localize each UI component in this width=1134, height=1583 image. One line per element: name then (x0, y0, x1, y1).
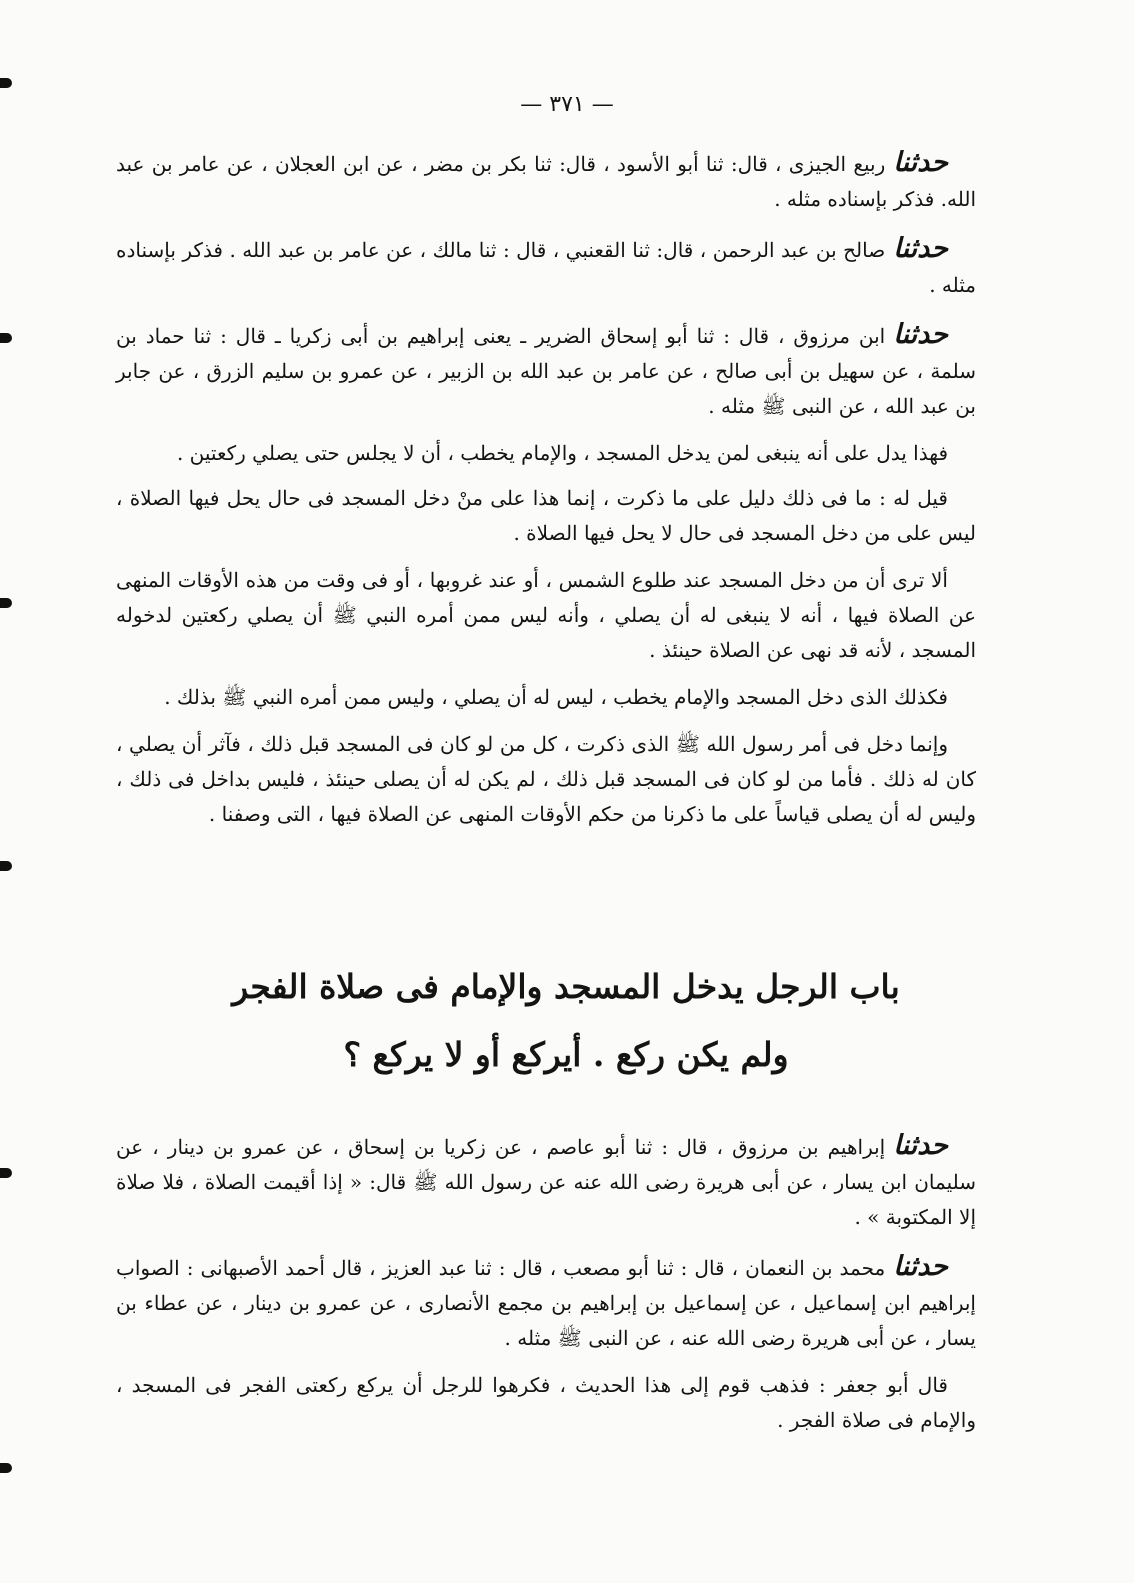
paragraph (116, 145, 976, 217)
text-block-bottom (116, 1128, 976, 1438)
paragraph (116, 1249, 976, 1356)
narration-opener: حدثنا (893, 147, 948, 178)
paragraph (116, 317, 976, 424)
narration-opener: حدثنا (893, 233, 948, 264)
text-block-top (116, 145, 976, 832)
chapter-title-line2: ولم يكن ركع . أيركع أو لا يركع ؟ (343, 1035, 789, 1074)
paragraph-text: ألا ترى أن من دخل المسجد عند طلوع الشمس ، أو عند غروبها ، أو فى وقت من هذه الأوقات المنهى عن الصلاة فيها ، أنه لا ينبغى له أن يصلي ، وأنه ليس ممن أمره النبي ﷺ أن يصلي ركعتين لدخوله المسجد ، لأنه قد نهى عن الصلاة حينئذ . (116, 568, 976, 662)
paragraph (116, 727, 976, 832)
paragraph-text: ربيع الجيزى ، قال: ثنا أبو الأسود ، قال: ثنا بكر بن مضر ، عن ابن العجلان ، عن عامر بن عبد الله. فذكر بإسناده مثله . (116, 152, 976, 211)
paragraph-text: وإنما دخل فى أمر رسول الله ﷺ الذى ذكرت ، كل من لو كان فى المسجد قبل ذلك ، فآثر أن يصلي ، كان له ذلك . فأما من لو كان فى المسجد قبل ذلك ، لم يكن له أن يصلى حينئذ ، فليس بداخل فى ذلك ، وليس له أن يصلى قياساً على ما ذكرنا من حكم الأوقات المنهى عن الصلاة فيها ، التى وصفنا . (116, 732, 976, 826)
page-number: — ٣٧١ — (520, 92, 614, 117)
paragraph-text: محمد بن النعمان ، قال : ثنا أبو مصعب ، قال : ثنا عبد العزيز ، قال أحمد الأصبهانى : الصواب إبراهيم ابن إسماعيل ، عن إسماعيل بن إبراهيم بن مجمع الأنصارى ، عن عمرو بن دينار ، عن عطاء بن يسار ، عن أبى هريرة رضى الله عنه ، عن النبى ﷺ مثله . (116, 1256, 976, 1350)
narration-opener: حدثنا (893, 1251, 949, 1282)
narration-opener: حدثنا (893, 319, 948, 350)
binding-mark (0, 1168, 12, 1178)
narration-opener: حدثنا (893, 1130, 948, 1161)
binding-mark (0, 1463, 12, 1473)
paragraph-text: ابن مرزوق ، قال : ثنا أبو إسحاق الضرير ـ يعنى إبراهيم بن أبى زكريا ـ قال : ثنا حماد بن سلمة ، عن سهيل بن أبى صالح ، عن عامر بن عبد الله بن الزبير ، عن عمرو بن سليم الزرق ، عن جابر بن عبد الله ، عن النبى ﷺ مثله . (116, 324, 976, 418)
paragraph (116, 680, 976, 715)
paragraph (116, 1128, 976, 1235)
binding-mark (0, 598, 12, 608)
paragraph-text: قال أبو جعفر : فذهب قوم إلى هذا الحديث ، فكرهوا للرجل أن يركع ركعتى الفجر فى المسجد ، والإمام فى صلاة الفجر . (116, 1373, 976, 1432)
chapter-title (116, 958, 1016, 1084)
paragraph-text: صالح بن عبد الرحمن ، قال: ثنا القعنبي ، قال : ثنا مالك ، عن عامر بن عبد الله . فذكر بإسناده مثله . (116, 238, 976, 297)
binding-mark (0, 78, 12, 88)
paragraph (116, 1368, 976, 1438)
paragraph-text: فهذا يدل على أنه ينبغى لمن يدخل المسجد ، والإمام يخطب ، أن لا يجلس حتى يصلي ركعتين . (176, 441, 948, 465)
paragraph (116, 231, 976, 303)
paragraph-text: فكذلك الذى دخل المسجد والإمام يخطب ، ليس له أن يصلي ، وليس ممن أمره النبي ﷺ بذلك . (164, 685, 948, 709)
binding-mark (0, 333, 12, 343)
paragraph-text: قيل له : ما فى ذلك دليل على ما ذكرت ، إنما هذا على منْ دخل المسجد فى حال يحل فيها الصلاة ، ليس على من دخل المسجد فى حال لا يحل فيها الصلاة . (116, 486, 976, 545)
chapter-title-line1: باب الرجل يدخل المسجد والإمام فى صلاة الفجر (232, 967, 900, 1006)
paragraph (116, 436, 976, 471)
paragraph-text: إبراهيم بن مرزوق ، قال : ثنا أبو عاصم ، عن زكريا بن إسحاق ، عن عمرو بن دينار ، عن سليمان ابن يسار ، عن أبى هريرة رضى الله عنه عن رسول الله ﷺ قال: « إذا أقيمت الصلاة ، فلا صلاة إلا المكتوبة » . (116, 1135, 976, 1229)
binding-mark (0, 861, 12, 871)
paragraph (116, 563, 976, 668)
paragraph (116, 481, 976, 551)
